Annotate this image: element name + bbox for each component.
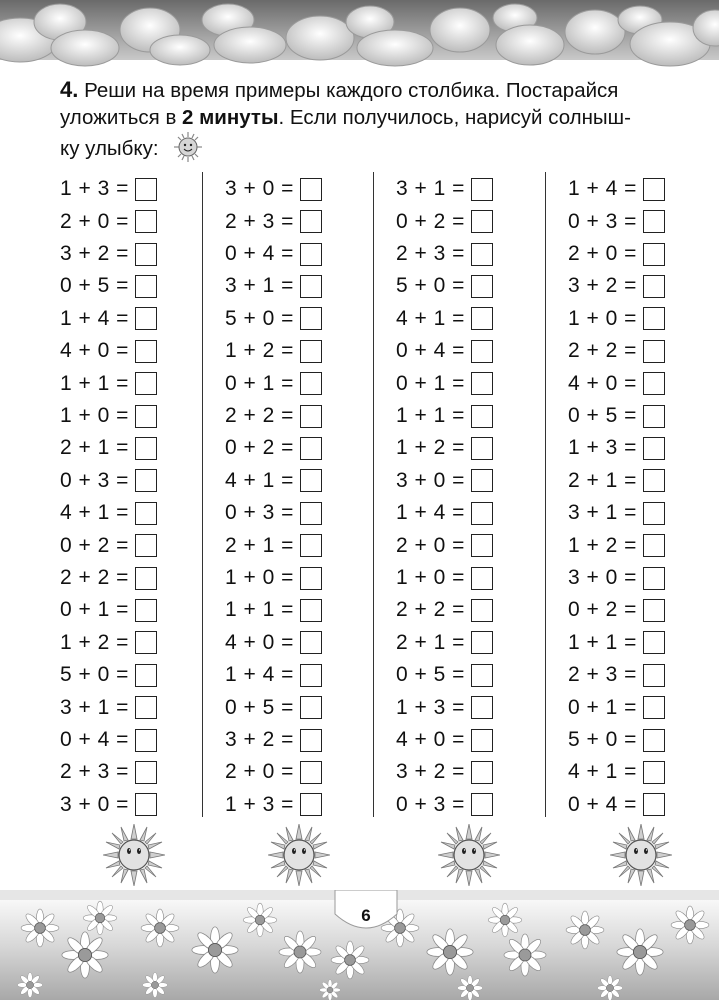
example-expression: 5 + 0 = [568,728,637,752]
example-expression: 3 + 2 = [396,760,465,784]
example-row [225,594,322,627]
example-row [225,238,322,271]
example-expression: 1 + 3 = [60,177,129,201]
example-expression: 2 + 1 = [60,436,129,460]
answer-box[interactable] [471,437,493,460]
example-row [60,400,157,433]
example-row [568,724,665,757]
answer-box[interactable] [471,599,493,622]
answer-box[interactable] [643,340,665,363]
example-row [225,724,322,757]
example-expression: 4 + 0 = [225,630,294,654]
answer-box[interactable] [300,469,322,492]
example-expression: 1 + 2 = [60,630,129,654]
example-row [568,432,665,465]
cloud-header-decoration [0,0,719,75]
answer-box[interactable] [300,729,322,752]
example-row [396,173,493,206]
example-expression: 3 + 2 = [225,728,294,752]
answer-box[interactable] [471,567,493,590]
example-row [225,173,322,206]
example-expression: 2 + 3 = [396,242,465,266]
example-expression: 4 + 1 = [225,468,294,492]
answer-box[interactable] [471,340,493,363]
answer-box[interactable] [135,210,157,233]
example-expression: 1 + 2 = [225,339,294,363]
answer-box[interactable] [471,631,493,654]
answer-box[interactable] [135,793,157,816]
example-row [568,789,665,822]
example-row [225,367,322,400]
example-row [60,497,157,530]
answer-box[interactable] [643,793,665,816]
sun-to-draw-smile-icon[interactable] [103,824,165,886]
example-row [60,562,157,595]
example-expression: 0 + 4 = [60,728,129,752]
example-expression: 1 + 4 = [225,663,294,687]
example-row [60,659,157,692]
answer-box[interactable] [300,275,322,298]
answer-box[interactable] [135,631,157,654]
example-expression: 0 + 5 = [225,695,294,719]
answer-box[interactable] [300,696,322,719]
answer-box[interactable] [300,178,322,201]
example-row [568,594,665,627]
example-expression: 3 + 1 = [396,177,465,201]
example-expression: 0 + 3 = [60,468,129,492]
answer-box[interactable] [135,307,157,330]
answer-box[interactable] [300,599,322,622]
example-expression: 2 + 2 = [568,339,637,363]
answer-box[interactable] [135,405,157,428]
example-row [225,756,322,789]
example-row [396,335,493,368]
task-line-1: Реши на время примеры каждого столбика. Постарайся [84,79,619,102]
answer-box[interactable] [300,793,322,816]
answer-box[interactable] [643,664,665,687]
task-line-2-start: уложиться в [60,106,183,129]
example-row [60,724,157,757]
example-row [396,562,493,595]
answer-box[interactable] [471,696,493,719]
example-row [396,270,493,303]
example-row [396,756,493,789]
example-row [225,270,322,303]
example-row [60,756,157,789]
example-expression: 3 + 1 = [60,695,129,719]
example-row [568,627,665,660]
sun-to-draw-smile-icon[interactable] [610,824,672,886]
example-row [396,627,493,660]
answer-box[interactable] [300,243,322,266]
example-expression: 0 + 4 = [396,339,465,363]
answer-box[interactable] [471,469,493,492]
example-row [568,367,665,400]
answer-box[interactable] [643,729,665,752]
example-row [60,789,157,822]
example-row [568,659,665,692]
example-expression: 4 + 1 = [60,501,129,525]
example-row [225,400,322,433]
column-divider [373,172,374,817]
example-row [225,562,322,595]
answer-box[interactable] [643,178,665,201]
example-row [225,205,322,238]
answer-box[interactable] [471,761,493,784]
answer-box[interactable] [300,761,322,784]
answer-box[interactable] [471,243,493,266]
example-expression: 3 + 1 = [225,274,294,298]
example-row [225,497,322,530]
example-expression: 2 + 2 = [396,598,465,622]
example-expression: 2 + 2 = [60,566,129,590]
answer-box[interactable] [471,502,493,525]
answer-box[interactable] [471,793,493,816]
example-row [225,529,322,562]
example-expression: 1 + 1 = [225,598,294,622]
example-expression: 1 + 4 = [568,177,637,201]
example-expression: 4 + 0 = [568,371,637,395]
example-expression: 1 + 3 = [225,792,294,816]
example-row [568,400,665,433]
example-expression: 4 + 0 = [60,339,129,363]
example-expression: 1 + 1 = [60,371,129,395]
answer-box[interactable] [300,534,322,557]
answer-box[interactable] [643,599,665,622]
example-expression: 0 + 4 = [225,242,294,266]
task-line-2-end: . Если получилось, нарисуй солныш- [278,106,631,129]
example-row [60,367,157,400]
example-expression: 4 + 1 = [568,760,637,784]
example-expression: 1 + 0 = [396,566,465,590]
example-row [396,594,493,627]
answer-box[interactable] [643,631,665,654]
example-expression: 0 + 5 = [396,663,465,687]
example-expression: 3 + 0 = [225,177,294,201]
example-expression: 2 + 1 = [225,533,294,557]
example-expression: 3 + 2 = [60,242,129,266]
example-expression: 5 + 0 = [225,306,294,330]
answer-box[interactable] [300,567,322,590]
example-expression: 0 + 2 = [396,209,465,233]
answer-box[interactable] [471,210,493,233]
answer-box[interactable] [300,372,322,395]
example-row [225,432,322,465]
example-row [396,303,493,336]
example-expression: 2 + 2 = [225,404,294,428]
example-row [568,205,665,238]
example-expression: 1 + 1 = [568,630,637,654]
answer-box[interactable] [643,210,665,233]
example-row [396,659,493,692]
example-row [396,367,493,400]
answer-box[interactable] [471,178,493,201]
example-expression: 4 + 0 = [396,728,465,752]
sun-to-draw-smile-icon[interactable] [268,824,330,886]
example-expression: 1 + 4 = [396,501,465,525]
example-row [225,335,322,368]
answer-box[interactable] [135,178,157,201]
answer-box[interactable] [643,437,665,460]
answer-box[interactable] [300,340,322,363]
example-expression: 3 + 2 = [568,274,637,298]
example-row [568,270,665,303]
task-number: 4. [60,77,79,102]
example-expression: 2 + 3 = [60,760,129,784]
answer-box[interactable] [643,502,665,525]
example-expression: 0 + 1 = [60,598,129,622]
example-expression: 2 + 3 = [225,209,294,233]
answer-box[interactable] [471,664,493,687]
example-expression: 0 + 1 = [568,695,637,719]
answer-box[interactable] [135,372,157,395]
example-row [568,238,665,271]
example-row [225,465,322,498]
example-row [60,691,157,724]
example-row [568,465,665,498]
example-expression: 1 + 2 = [568,533,637,557]
answer-box[interactable] [643,761,665,784]
answer-box[interactable] [643,275,665,298]
example-row [396,238,493,271]
example-expression: 3 + 0 = [60,792,129,816]
answer-box[interactable] [643,405,665,428]
example-expression: 5 + 0 = [60,663,129,687]
example-row [225,789,322,822]
answer-box[interactable] [643,307,665,330]
example-row [60,238,157,271]
answer-box[interactable] [300,502,322,525]
example-expression: 1 + 3 = [396,695,465,719]
example-expression: 1 + 0 = [568,306,637,330]
task-line-3: ку улыбку: [60,137,159,160]
page-number: 6 [361,906,371,925]
example-row [60,465,157,498]
example-row [60,173,157,206]
example-expression: 0 + 3 = [396,792,465,816]
example-expression: 3 + 1 = [568,501,637,525]
answer-box[interactable] [135,761,157,784]
example-row [396,529,493,562]
example-row [568,691,665,724]
example-row [396,497,493,530]
time-limit: 2 минуты [182,106,279,129]
example-expression: 1 + 4 = [60,306,129,330]
example-row [568,562,665,595]
example-expression: 1 + 0 = [60,404,129,428]
example-expression: 0 + 1 = [225,371,294,395]
answer-box[interactable] [135,599,157,622]
example-row [568,756,665,789]
answer-box[interactable] [135,567,157,590]
example-row [60,335,157,368]
example-row [396,465,493,498]
example-expression: 0 + 5 = [60,274,129,298]
example-row [396,724,493,757]
answer-box[interactable] [471,307,493,330]
answer-box[interactable] [643,567,665,590]
example-expression: 2 + 0 = [225,760,294,784]
answer-box[interactable] [135,340,157,363]
example-expression: 0 + 3 = [225,501,294,525]
smiling-sun-icon [168,131,208,163]
example-row [396,432,493,465]
answer-box[interactable] [643,372,665,395]
answer-box[interactable] [300,307,322,330]
example-row [396,789,493,822]
answer-box[interactable] [135,729,157,752]
example-expression: 2 + 0 = [396,533,465,557]
example-expression: 2 + 3 = [568,663,637,687]
answer-box[interactable] [135,664,157,687]
answer-box[interactable] [471,729,493,752]
column-divider [545,172,546,817]
example-expression: 1 + 1 = [396,404,465,428]
answer-box[interactable] [471,534,493,557]
answer-box[interactable] [135,696,157,719]
answer-box[interactable] [300,210,322,233]
example-expression: 2 + 1 = [568,468,637,492]
answer-box[interactable] [300,664,322,687]
example-expression: 2 + 1 = [396,630,465,654]
answer-box[interactable] [471,372,493,395]
task-instruction [60,76,660,163]
example-row [568,497,665,530]
answer-box[interactable] [643,243,665,266]
example-row [60,432,157,465]
example-expression: 0 + 4 = [568,792,637,816]
example-row [396,691,493,724]
answer-box[interactable] [300,631,322,654]
answer-box[interactable] [471,405,493,428]
example-expression: 2 + 0 = [568,242,637,266]
example-expression: 1 + 2 = [396,436,465,460]
answer-box[interactable] [135,243,157,266]
example-row [60,303,157,336]
example-expression: 4 + 1 = [396,306,465,330]
answer-box[interactable] [135,437,157,460]
example-row [396,400,493,433]
example-row [568,529,665,562]
example-row [568,303,665,336]
answer-box[interactable] [135,502,157,525]
answer-box[interactable] [643,469,665,492]
example-expression: 0 + 2 = [60,533,129,557]
example-expression: 5 + 0 = [396,274,465,298]
example-row [568,335,665,368]
example-expression: 0 + 2 = [568,598,637,622]
example-row [60,529,157,562]
example-expression: 0 + 5 = [568,404,637,428]
example-row [225,659,322,692]
example-expression: 3 + 0 = [396,468,465,492]
answer-box[interactable] [643,534,665,557]
answer-box[interactable] [471,275,493,298]
example-row [225,691,322,724]
example-row [396,205,493,238]
answer-box[interactable] [300,405,322,428]
column-divider [202,172,203,817]
sun-to-draw-smile-icon[interactable] [438,824,500,886]
example-row [60,594,157,627]
example-expression: 1 + 3 = [568,436,637,460]
example-row [225,627,322,660]
example-expression: 0 + 1 = [396,371,465,395]
example-row [225,303,322,336]
example-row [568,173,665,206]
example-row [60,627,157,660]
answer-box[interactable] [135,275,157,298]
answer-box[interactable] [300,437,322,460]
example-expression: 3 + 0 = [568,566,637,590]
example-row [60,205,157,238]
example-expression: 2 + 0 = [60,209,129,233]
answer-box[interactable] [643,696,665,719]
example-expression: 0 + 2 = [225,436,294,460]
example-expression: 1 + 0 = [225,566,294,590]
example-expression: 0 + 3 = [568,209,637,233]
answer-box[interactable] [135,469,157,492]
example-row [60,270,157,303]
answer-box[interactable] [135,534,157,557]
